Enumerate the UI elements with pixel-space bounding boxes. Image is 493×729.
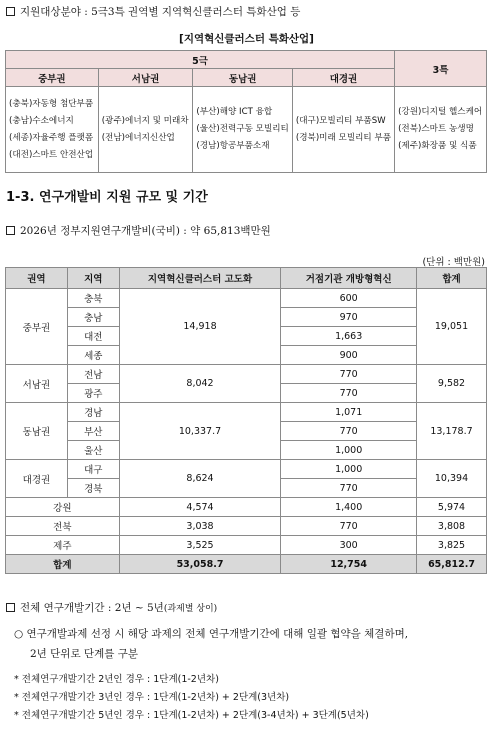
industry-table-caption: [지역혁신클러스터 특화산업] xyxy=(179,33,314,45)
advance-cell: 8,042 xyxy=(119,365,281,403)
grand-total: 65,812.7 xyxy=(417,555,487,574)
area-cell: 광주 xyxy=(67,384,119,403)
area-cell: 전남 xyxy=(67,365,119,384)
open-innovation-cell: 900 xyxy=(281,346,417,365)
region-header: 서남권 xyxy=(98,69,193,87)
period-note-item: * 전체연구개발기간 2년인 경우 : 1단계(1-2년차) xyxy=(14,674,219,685)
area-cell: 충북 xyxy=(67,289,119,308)
target-field-bullet xyxy=(6,5,300,19)
circle-bullet-icon: ○ xyxy=(14,628,27,640)
period-desc-1: 연구개발과제 선정 시 해당 과제의 전체 연구개발기간에 대해 일괄 협약을 체결하며, xyxy=(26,628,409,640)
region-cell: 강원 xyxy=(6,498,120,517)
advance-cell: 3,525 xyxy=(119,536,281,555)
total-cell: 5,974 xyxy=(417,498,487,517)
period-bullet xyxy=(6,601,217,616)
region-group-cell: 중부권 xyxy=(6,289,68,365)
total-cell: 3,825 xyxy=(417,536,487,555)
column-header: 거점기관 개방형혁신 xyxy=(281,268,417,289)
advance-cell: 14,918 xyxy=(119,289,281,365)
advance-cell: 3,038 xyxy=(119,517,281,536)
industry-cell-daegyeong: (대구)모빌리티 부품SW (경북)미래 모빌리티 부품 xyxy=(292,87,394,173)
period-note-item: * 전체연구개발기간 3년인 경우 : 1단계(1-2년차) + 2단계(3년차) xyxy=(14,692,290,703)
table-row xyxy=(6,498,487,517)
period-note-item: * 전체연구개발기간 5년인 경우 : 1단계(1-2년차) + 2단계(3-4년차) + 3단계(5년차) xyxy=(14,710,369,721)
column-header: 지역 xyxy=(67,268,119,289)
area-cell: 경남 xyxy=(67,403,119,422)
table-row xyxy=(6,536,487,555)
open-innovation-cell: 770 xyxy=(281,479,417,498)
total-cell: 13,178.7 xyxy=(417,403,487,460)
total-label: 합계 xyxy=(6,555,120,574)
total-cell: 3,808 xyxy=(417,517,487,536)
table-row xyxy=(6,460,487,479)
period-text: 전체 연구개발기간 : 2년 ~ 5년 xyxy=(20,602,164,614)
total-cell: 19,051 xyxy=(417,289,487,365)
budget-text: 2026년 정부지원연구개발비(국비) : 약 65,813백만원 xyxy=(20,225,271,237)
group-3-header: 3특 xyxy=(395,51,487,87)
total-cell: 9,582 xyxy=(417,365,487,403)
open-innovation-cell: 770 xyxy=(281,422,417,441)
table-total-row xyxy=(6,555,487,574)
region-group-cell: 서남권 xyxy=(6,365,68,403)
unit-label: (단위 : 백만원) xyxy=(422,257,485,268)
column-header: 합계 xyxy=(417,268,487,289)
area-cell: 대전 xyxy=(67,327,119,346)
open-innovation-cell: 1,000 xyxy=(281,460,417,479)
column-header: 권역 xyxy=(6,268,68,289)
total-cell: 10,394 xyxy=(417,460,487,498)
budget-table xyxy=(5,267,487,574)
open-innovation-cell: 770 xyxy=(281,384,417,403)
region-header: 동남권 xyxy=(193,69,292,87)
industry-cell-seonam: (광주)에너지 및 미래차 (전남)에너지신산업 xyxy=(98,87,193,173)
open-innovation-cell: 1,400 xyxy=(281,498,417,517)
section-title: 1-3. 연구개발비 지원 규모 및 기간 xyxy=(6,190,208,205)
region-cell: 제주 xyxy=(6,536,120,555)
open-innovation-cell: 600 xyxy=(281,289,417,308)
advance-cell: 4,574 xyxy=(119,498,281,517)
area-cell: 대구 xyxy=(67,460,119,479)
group-5-header: 5극 xyxy=(6,51,395,69)
advance-total: 53,058.7 xyxy=(119,555,281,574)
advance-cell: 8,624 xyxy=(119,460,281,498)
industry-cell-3teuk: (강원)디지털 헬스케어 (전북)스마트 농생명 (제주)화장품 및 식품 xyxy=(395,87,487,173)
open-innovation-cell: 1,000 xyxy=(281,441,417,460)
checkbox-square-icon xyxy=(6,226,15,235)
area-cell: 부산 xyxy=(67,422,119,441)
period-desc-line-1 xyxy=(14,624,408,644)
region-header: 대경권 xyxy=(292,69,394,87)
region-header: 중부권 xyxy=(6,69,99,87)
region-cell: 전북 xyxy=(6,517,120,536)
budget-bullet xyxy=(6,224,271,238)
region-group-cell: 대경권 xyxy=(6,460,68,498)
open-innovation-cell: 970 xyxy=(281,308,417,327)
area-cell: 울산 xyxy=(67,441,119,460)
checkbox-square-icon xyxy=(6,7,15,16)
period-desc-2: 2년 단위로 단계를 구분 xyxy=(30,648,138,660)
region-group-cell: 동남권 xyxy=(6,403,68,460)
open-innovation-total: 12,754 xyxy=(281,555,417,574)
column-header: 지역혁신클러스터 고도화 xyxy=(119,268,281,289)
period-note: (과제별 상이) xyxy=(163,604,218,614)
table-row xyxy=(6,403,487,422)
area-cell: 경북 xyxy=(67,479,119,498)
open-innovation-cell: 770 xyxy=(281,365,417,384)
table-row xyxy=(6,289,487,308)
table-row xyxy=(6,517,487,536)
open-innovation-cell: 770 xyxy=(281,517,417,536)
industry-cell-dongnam: (부산)해양 ICT 융합 (울산)전력구동 모빌리티 (경남)항공부품소재 xyxy=(193,87,292,173)
open-innovation-cell: 1,071 xyxy=(281,403,417,422)
area-cell: 세종 xyxy=(67,346,119,365)
table-row xyxy=(6,365,487,384)
open-innovation-cell: 1,663 xyxy=(281,327,417,346)
target-field-text: 지원대상분야 : 5극3특 권역별 지역혁신클러스터 특화산업 등 xyxy=(20,6,301,18)
industry-table xyxy=(5,50,487,173)
industry-cell-jungbu: (충북)자동형 첨단부품 (충남)수소에너지 (세종)자율주행 플랫폼 (대전)스마트 안전산업 xyxy=(6,87,99,173)
area-cell: 충남 xyxy=(67,308,119,327)
advance-cell: 10,337.7 xyxy=(119,403,281,460)
open-innovation-cell: 300 xyxy=(281,536,417,555)
checkbox-square-icon xyxy=(6,603,15,612)
